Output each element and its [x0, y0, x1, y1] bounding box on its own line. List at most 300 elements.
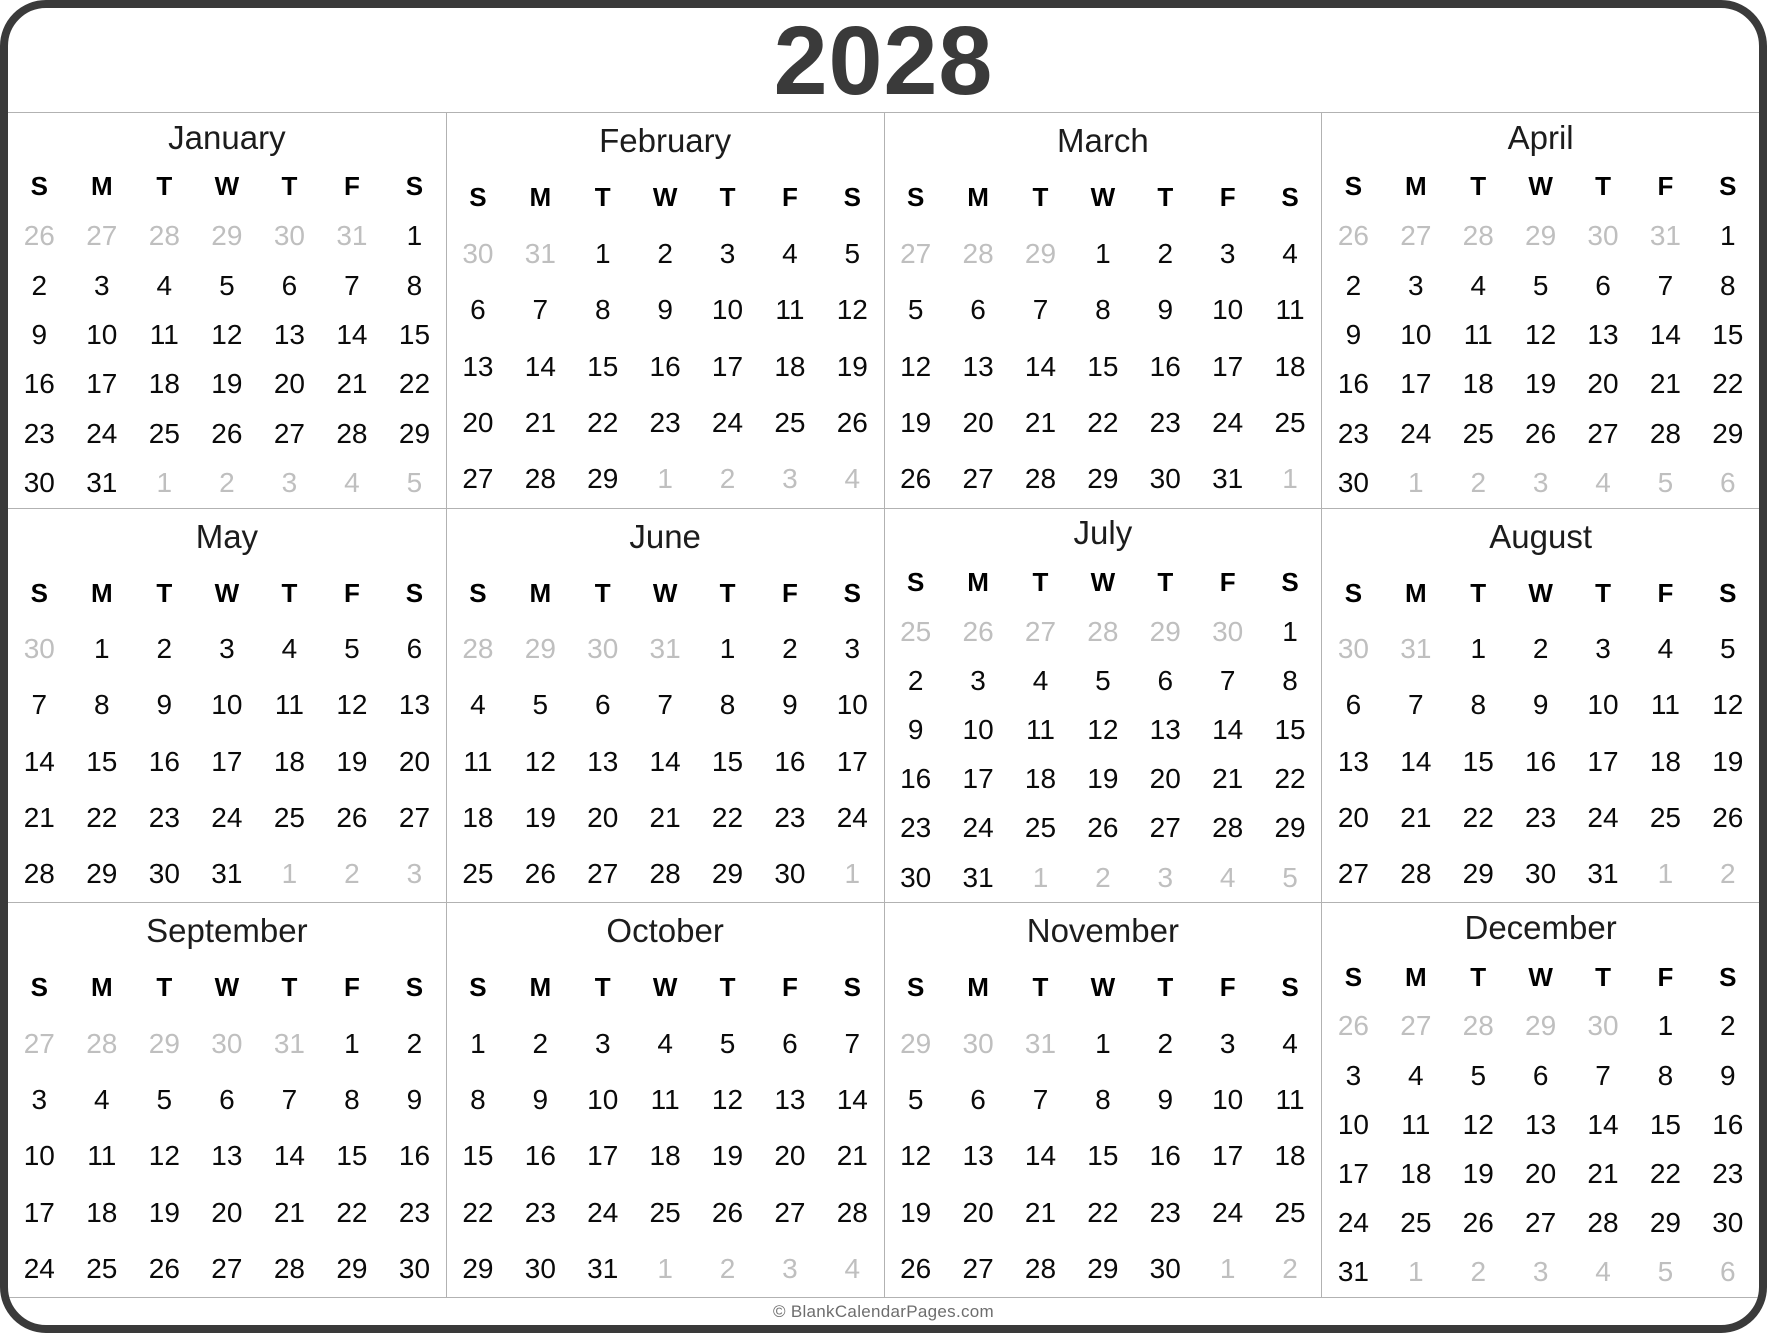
weekday-label: T: [719, 182, 736, 213]
day-cell: 2: [156, 633, 173, 665]
month-july: [884, 508, 1322, 903]
day-cell: 7: [1408, 689, 1424, 721]
day-cell: 31: [1337, 1256, 1370, 1288]
day-cell: 20: [1149, 763, 1181, 795]
day-cell: 29: [587, 463, 619, 495]
day-cell: 14: [23, 745, 55, 777]
day-cell: 14: [1024, 1140, 1057, 1172]
day-cell: 30: [1149, 463, 1181, 495]
day-cell: 3: [94, 269, 110, 301]
month-title: November: [1026, 912, 1179, 950]
day-cell: 5: [719, 1027, 736, 1059]
week-row: [8, 1185, 446, 1241]
day-cell: 20: [462, 407, 494, 439]
day-cell-adjacent: 30: [587, 633, 619, 665]
week-row: [1322, 1100, 1759, 1149]
day-cell: 6: [1157, 664, 1174, 696]
weekday-label: S: [1344, 961, 1363, 992]
day-cell-adjacent: 26: [23, 220, 55, 252]
day-cell: 26: [1087, 812, 1119, 844]
day-cell: 4: [782, 237, 798, 269]
day-cell: 25: [1274, 1196, 1306, 1228]
week-row: [8, 360, 446, 409]
day-cell: 2: [657, 237, 673, 269]
weekday-label: F: [781, 577, 798, 608]
day-cell: 20: [1525, 1157, 1557, 1189]
day-cell: 8: [344, 1084, 360, 1116]
day-cell: 5: [1095, 664, 1111, 696]
day-cell: 12: [211, 318, 243, 350]
day-cell-adjacent: 26: [962, 615, 994, 647]
day-cell: 9: [1345, 318, 1362, 350]
day-cell: 8: [1720, 269, 1736, 301]
weekday-label: S: [843, 577, 861, 608]
day-cell-adjacent: 1: [1032, 861, 1049, 893]
weekday-header-row: [447, 565, 884, 621]
day-cell-adjacent: 5: [1282, 861, 1298, 893]
day-cell: 11: [1275, 1084, 1305, 1116]
day-cell: 14: [1212, 714, 1244, 746]
day-cell-adjacent: 25: [900, 615, 932, 647]
day-cell: 19: [524, 801, 556, 833]
day-cell: 9: [31, 318, 48, 350]
day-cell: 19: [1525, 368, 1557, 400]
day-cell-adjacent: 3: [1532, 1256, 1549, 1288]
day-cell: 20: [962, 1196, 994, 1228]
day-cell: 5: [219, 269, 235, 301]
month-title: September: [146, 912, 308, 950]
day-cell: 6: [970, 1084, 986, 1116]
day-cell: 11: [650, 1084, 680, 1116]
month-october: [446, 902, 884, 1297]
day-cell: 24: [1400, 417, 1432, 449]
day-cell: 12: [711, 1084, 744, 1116]
month-title: May: [195, 517, 259, 555]
day-cell-adjacent: 4: [1219, 861, 1236, 893]
day-cell: 20: [211, 1196, 243, 1228]
day-cell: 23: [23, 417, 55, 449]
weekday-label: W: [652, 972, 678, 1003]
day-cell-adjacent: 4: [844, 1252, 861, 1284]
weekday-label: F: [1219, 182, 1236, 213]
weekday-label: T: [1595, 961, 1611, 992]
day-cell: 22: [336, 1196, 368, 1228]
day-cell-adjacent: 26: [1337, 220, 1370, 252]
month-title: August: [1489, 517, 1592, 555]
day-cell: 1: [719, 633, 736, 665]
day-cell: 14: [1024, 350, 1057, 382]
day-cell: 10: [86, 318, 118, 350]
day-cell: 21: [1212, 763, 1244, 795]
day-cell: 11: [1650, 689, 1680, 721]
day-cell: 11: [1275, 294, 1305, 326]
day-cell: 3: [594, 1027, 611, 1059]
day-cell: 6: [470, 294, 486, 326]
day-cell: 19: [336, 745, 368, 777]
day-cell: 6: [219, 1084, 235, 1116]
day-cell: 23: [1525, 801, 1557, 833]
day-cell: 1: [1282, 615, 1298, 647]
month-title: January: [168, 118, 286, 156]
day-cell: 5: [1470, 1059, 1487, 1091]
day-cell: 4: [94, 1084, 110, 1116]
week-row: [1322, 310, 1759, 359]
day-cell: 16: [1712, 1108, 1744, 1140]
day-cell: 11: [1463, 318, 1493, 350]
day-cell-adjacent: 3: [1532, 466, 1549, 498]
day-cell: 20: [962, 407, 994, 439]
day-cell: 29: [1087, 463, 1119, 495]
weekday-label: W: [1528, 577, 1553, 608]
day-cell: 20: [1337, 801, 1370, 833]
day-cell: 11: [149, 318, 179, 350]
week-row: [8, 409, 446, 458]
day-cell-adjacent: 27: [900, 237, 932, 269]
day-cell-adjacent: 2: [219, 466, 235, 498]
week-row: [885, 1016, 1322, 1072]
week-row: [885, 395, 1322, 451]
day-cell: 31: [86, 466, 118, 498]
day-cell: 4: [1408, 1059, 1424, 1091]
weekday-label: F: [1657, 171, 1674, 202]
day-cell: 10: [962, 714, 994, 746]
day-cell: 26: [900, 1252, 932, 1284]
day-cell-adjacent: 2: [344, 858, 360, 890]
week-row: [885, 339, 1322, 395]
day-cell: 13: [462, 350, 494, 382]
week-row: [8, 677, 446, 733]
day-cell: 25: [1400, 1207, 1432, 1239]
day-cell: 5: [1720, 633, 1736, 665]
day-cell-adjacent: 3: [1157, 861, 1174, 893]
week-row: [885, 1241, 1322, 1297]
day-cell-adjacent: 29: [524, 633, 556, 665]
week-row: [447, 1072, 884, 1128]
week-row: [8, 734, 446, 790]
week-row: [885, 282, 1322, 338]
day-cell-adjacent: 2: [1470, 1256, 1487, 1288]
day-cell: 17: [23, 1196, 55, 1228]
footer-credit: © BlankCalendarPages.com: [772, 1301, 994, 1321]
day-cell-adjacent: 3: [782, 1252, 798, 1284]
weekday-label: F: [343, 577, 360, 608]
weekday-header-row: [8, 162, 446, 211]
week-row: [885, 804, 1322, 853]
day-cell: 28: [336, 417, 368, 449]
day-cell: 27: [273, 417, 305, 449]
day-cell: 16: [1149, 350, 1181, 382]
day-cell: 16: [649, 350, 681, 382]
day-cell: 29: [1087, 1252, 1119, 1284]
day-cell-adjacent: 5: [1657, 1256, 1674, 1288]
day-cell: 28: [1024, 1252, 1057, 1284]
day-cell-adjacent: 2: [1282, 1252, 1298, 1284]
weekday-label: S: [907, 566, 925, 597]
weekday-label: T: [1157, 566, 1174, 597]
day-cell: 7: [657, 689, 673, 721]
weekday-label: W: [1090, 972, 1116, 1003]
day-cell: 12: [1087, 714, 1119, 746]
day-cell-adjacent: 4: [344, 466, 360, 498]
day-cell-adjacent: 1: [1219, 1252, 1236, 1284]
week-row: [1322, 621, 1759, 677]
day-cell: 27: [211, 1252, 243, 1284]
day-cell: 19: [148, 1196, 180, 1228]
day-cell-adjacent: 1: [281, 858, 298, 890]
day-cell: 28: [1400, 858, 1432, 890]
day-cell: 21: [1587, 1157, 1619, 1189]
day-cell: 29: [336, 1252, 368, 1284]
weekday-label: M: [529, 182, 552, 213]
weekday-header-row: [447, 960, 884, 1016]
day-cell: 28: [1212, 812, 1244, 844]
day-cell: 17: [211, 745, 243, 777]
day-cell: 27: [1149, 812, 1181, 844]
week-row: [447, 1016, 884, 1072]
day-cell: 31: [211, 858, 243, 890]
day-cell-adjacent: 27: [1400, 220, 1432, 252]
day-cell: 21: [1024, 407, 1057, 439]
day-cell-adjacent: 30: [1587, 220, 1619, 252]
day-cell: 24: [836, 801, 868, 833]
day-cell: 23: [900, 812, 932, 844]
weekday-label: S: [1281, 972, 1299, 1003]
month-february: [446, 113, 884, 508]
day-cell: 22: [462, 1196, 494, 1228]
weekday-label: S: [1281, 566, 1299, 597]
day-cell: 17: [1212, 1140, 1244, 1172]
weekday-label: S: [843, 182, 861, 213]
day-cell: 21: [836, 1140, 868, 1172]
day-cell: 15: [1087, 350, 1119, 382]
day-cell: 22: [86, 801, 118, 833]
day-cell: 10: [836, 689, 868, 721]
day-cell-adjacent: 5: [406, 466, 423, 498]
day-cell-adjacent: 2: [719, 463, 736, 495]
day-cell-adjacent: 31: [1400, 633, 1432, 665]
day-cell-adjacent: 30: [23, 633, 55, 665]
day-cell: 27: [774, 1196, 806, 1228]
day-cell: 6: [970, 294, 986, 326]
day-cell: 20: [398, 745, 431, 777]
day-cell: 31: [587, 1252, 619, 1284]
day-cell: 21: [649, 801, 681, 833]
day-cell: 29: [462, 1252, 494, 1284]
week-row: [447, 621, 884, 677]
week-row: [8, 1241, 446, 1297]
day-cell: 30: [23, 466, 55, 498]
day-cell: 17: [1337, 1157, 1370, 1189]
weekday-label: W: [1528, 171, 1553, 202]
week-row: [1322, 1199, 1759, 1248]
day-cell-adjacent: 29: [1525, 220, 1557, 252]
day-cell: 8: [594, 294, 611, 326]
week-row: [8, 310, 446, 359]
month-january: [8, 113, 446, 508]
day-cell-adjacent: 30: [1337, 633, 1370, 665]
day-cell: 24: [1212, 1196, 1244, 1228]
day-cell: 29: [1462, 858, 1494, 890]
weekday-header-row: [447, 169, 884, 225]
day-cell: 13: [273, 318, 305, 350]
day-cell: 7: [281, 1084, 298, 1116]
day-cell: 3: [1345, 1059, 1362, 1091]
day-cell-adjacent: 1: [1408, 1256, 1424, 1288]
day-cell-adjacent: 1: [844, 858, 861, 890]
day-cell: 15: [1649, 1108, 1681, 1140]
day-cell: 11: [87, 1140, 117, 1172]
day-cell-adjacent: 1: [156, 466, 173, 498]
day-cell: 14: [336, 318, 368, 350]
day-cell: 18: [148, 368, 180, 400]
day-cell: 26: [524, 858, 556, 890]
day-cell-adjacent: 1: [657, 463, 673, 495]
weekday-label: T: [594, 972, 611, 1003]
day-cell-adjacent: 5: [1657, 466, 1674, 498]
day-cell: 28: [273, 1252, 305, 1284]
day-cell: 5: [344, 633, 360, 665]
weekday-label: T: [156, 171, 173, 202]
day-cell: 9: [907, 714, 924, 746]
day-cell-adjacent: 6: [1720, 466, 1736, 498]
weekday-header-row: [8, 960, 446, 1016]
weekday-label: M: [90, 577, 113, 608]
year-title: 2028: [773, 5, 994, 115]
weekday-label: W: [214, 577, 240, 608]
day-cell: 12: [1462, 1108, 1494, 1140]
day-cell: 31: [1587, 858, 1619, 890]
day-cell-adjacent: 30: [462, 237, 494, 269]
weekday-label: T: [156, 972, 173, 1003]
day-cell: 1: [594, 237, 611, 269]
day-cell: 16: [1525, 745, 1557, 777]
day-cell: 6: [594, 689, 611, 721]
day-cell: 24: [1212, 407, 1244, 439]
day-cell: 29: [86, 858, 118, 890]
day-cell-adjacent: 31: [336, 220, 368, 252]
weekday-label: T: [1595, 577, 1611, 608]
day-cell: 21: [273, 1196, 305, 1228]
day-cell-adjacent: 30: [211, 1027, 243, 1059]
weekday-label: S: [30, 171, 48, 202]
weekday-label: S: [907, 972, 925, 1003]
day-cell: 27: [962, 463, 994, 495]
day-cell: 2: [1720, 1010, 1736, 1042]
month-may: [8, 508, 446, 903]
week-row: [1322, 1051, 1759, 1100]
day-cell: 6: [1532, 1059, 1549, 1091]
day-cell: 10: [211, 689, 243, 721]
day-cell: 13: [962, 350, 994, 382]
day-cell: 12: [524, 745, 556, 777]
day-cell: 29: [1712, 417, 1744, 449]
day-cell: 14: [649, 745, 681, 777]
day-cell-adjacent: 29: [1024, 237, 1057, 269]
week-row: [885, 607, 1322, 656]
day-cell: 16: [148, 745, 180, 777]
week-row: [447, 282, 884, 338]
week-row: [1322, 790, 1759, 846]
day-cell: 27: [398, 801, 431, 833]
day-cell-adjacent: 4: [1595, 466, 1611, 498]
weekday-label: T: [281, 972, 298, 1003]
weekday-label: T: [1470, 577, 1487, 608]
day-cell: 17: [711, 350, 744, 382]
day-cell: 27: [1587, 417, 1619, 449]
day-cell-adjacent: 1: [657, 1252, 673, 1284]
day-cell: 27: [1525, 1207, 1557, 1239]
day-cell: 23: [1712, 1157, 1744, 1189]
week-row: [447, 1185, 884, 1241]
day-cell: 23: [1337, 417, 1370, 449]
day-cell: 25: [1274, 407, 1306, 439]
day-cell: 14: [273, 1140, 305, 1172]
day-cell: 20: [273, 368, 305, 400]
day-cell: 18: [462, 801, 494, 833]
day-cell: 15: [1712, 318, 1744, 350]
weekday-label: S: [30, 972, 48, 1003]
day-cell-adjacent: 28: [1462, 220, 1494, 252]
day-cell: 13: [1525, 1108, 1557, 1140]
day-cell: 1: [470, 1027, 486, 1059]
day-cell: 7: [532, 294, 549, 326]
day-cell: 8: [406, 269, 423, 301]
day-cell: 29: [1649, 1207, 1681, 1239]
week-row: [1322, 1149, 1759, 1198]
week-row: [1322, 458, 1759, 507]
month-title: October: [606, 912, 724, 950]
day-cell: 24: [711, 407, 744, 439]
day-cell: 7: [1032, 1084, 1049, 1116]
day-cell: 2: [907, 664, 924, 696]
day-cell: 19: [1712, 745, 1744, 777]
weekday-label: S: [1719, 577, 1737, 608]
weekday-label: T: [281, 577, 298, 608]
day-cell: 3: [1219, 237, 1236, 269]
day-cell: 22: [711, 801, 744, 833]
day-cell: 22: [587, 407, 619, 439]
day-cell-adjacent: 1: [1657, 858, 1674, 890]
day-cell: 9: [782, 689, 798, 721]
day-cell: 4: [657, 1027, 673, 1059]
day-cell: 15: [711, 745, 744, 777]
day-cell: 21: [1400, 801, 1432, 833]
day-cell: 19: [900, 407, 932, 439]
day-cell: 28: [1649, 417, 1681, 449]
week-row: [447, 846, 884, 902]
month-march: [884, 113, 1322, 508]
day-cell: 12: [900, 1140, 932, 1172]
day-cell: 19: [1462, 1157, 1494, 1189]
day-cell-adjacent: 4: [844, 463, 861, 495]
week-row: [447, 790, 884, 846]
week-row: [447, 734, 884, 790]
day-cell-adjacent: 2: [719, 1252, 736, 1284]
day-cell: 26: [900, 463, 932, 495]
day-cell: 27: [462, 463, 494, 495]
day-cell: 22: [1274, 763, 1306, 795]
day-cell: 10: [1212, 1084, 1244, 1116]
day-cell: 10: [23, 1140, 55, 1172]
day-cell-adjacent: 30: [962, 1027, 994, 1059]
day-cell: 18: [86, 1196, 118, 1228]
day-cell: 10: [587, 1084, 619, 1116]
week-row: [447, 226, 884, 282]
day-cell: 21: [336, 368, 368, 400]
day-cell: 15: [1087, 1140, 1119, 1172]
weekday-header-row: [8, 565, 446, 621]
day-cell-adjacent: 29: [1525, 1010, 1557, 1042]
